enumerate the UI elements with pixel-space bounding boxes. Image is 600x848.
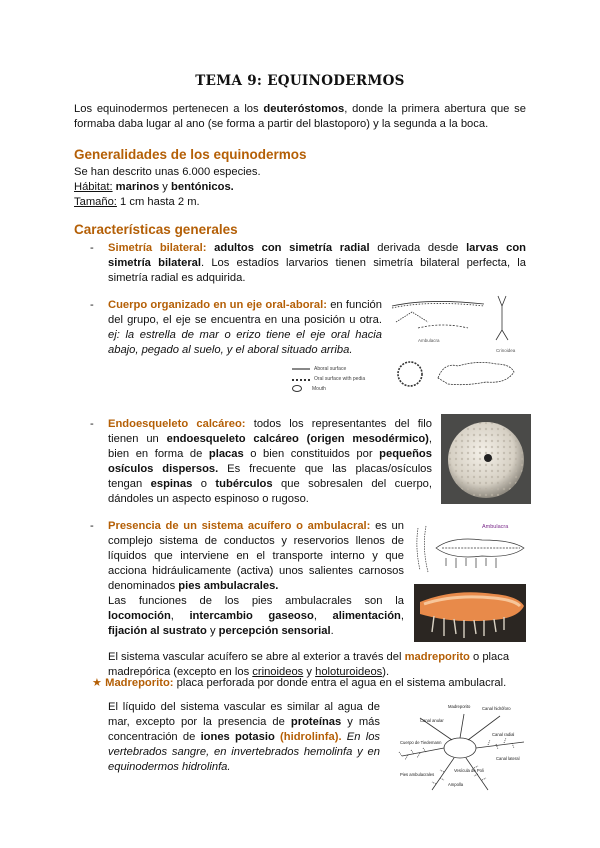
section-heading-generalidades: Generalidades de los equinodermos: [74, 147, 307, 162]
bullet-dash: -: [90, 520, 94, 532]
diagram-label: Canal hidróforo: [482, 706, 511, 711]
bullet-dash: -: [90, 299, 94, 311]
figure-label: Crinoidea: [496, 348, 516, 353]
tamano-line: Tamaño: 1 cm hasta 2 m.: [74, 196, 200, 208]
bullet-dash: -: [90, 418, 94, 430]
legend-item: Oral surface with pedia: [292, 374, 365, 384]
legend-item: Aboral surface: [292, 364, 365, 374]
diagram-label: Canal radial: [492, 732, 515, 737]
section-heading-caracteristicas: Características generales: [74, 222, 238, 237]
tube-feet-image: [414, 584, 526, 642]
figure-label: Ambulacra: [418, 338, 440, 343]
madreporito-star-item: ★ Madreporito: placa perforada por donde entra el agua en el sistema ambulacral.: [92, 677, 507, 689]
diagram-label: Pies ambulacrales: [400, 772, 435, 777]
diagram-label: Ampolla: [448, 782, 464, 787]
body-axis-figure: [388, 292, 528, 400]
figure-legend: [292, 364, 365, 394]
ambulacra-label: Ambulacra: [482, 524, 509, 530]
diagram-label: Cuerpo de Tiedemann: [400, 740, 442, 745]
diagram-label: Madreporito: [448, 704, 471, 709]
diagram-label: Canal lateral: [496, 756, 520, 761]
diagram-label: Vesícula de Poli: [454, 768, 484, 773]
intro-paragraph: Los equinodermos pertenecen a los deuteróstomos, donde la primera abertura que se formaba daba lugar al ano (se forma a partir del blastoporo) y la segunda a la boca.: [74, 103, 526, 130]
cuerpo-item: Cuerpo organizado en un eje oral-aboral: en función del grupo, el eje se encuentra en una posición u otra. ej: la estrella de mar o erizo tiene el eje oral hacia abajo, pegado al suelo, y el aboral situado arriba.: [108, 299, 382, 356]
diagram-label: Canal anular: [420, 718, 444, 723]
star-icon: ★: [92, 677, 103, 689]
endoesqueleto-item: Endoesqueleto calcáreo: todos los representantes del filo tienen un endoesqueleto calcáreo (origen mesodérmico), bien en forma de placas o bien constituidos por pequeños osículos dispersos. Es frecuente que las placas/osículos tengan espinas o tubérculos que sobresalen del cuerpo, dándoles un aspecto espinoso o rugoso.: [108, 418, 432, 505]
sea-urchin-image: [441, 414, 531, 504]
liquido-paragraph: El líquido del sistema vascular es similar al agua de mar, excepto por la presencia de proteínas y más concentración de iones potasio (hidrolinfa). En los vertebrados sangre, en invertebrados hemolinfa y en equinodermos hidrolinfa.: [108, 701, 381, 773]
vascular-paragraph: El sistema vascular acuífero se abre al exterior a través del madreporito o placa madrepórica (excepto en los crinoideos y holoturoideos).: [108, 651, 510, 678]
bullet-dash: -: [90, 242, 94, 254]
ambulacra-figure: [412, 518, 530, 580]
water-vascular-diagram: [392, 698, 532, 798]
page-title: TEMA 9: EQUINODERMOS: [195, 73, 405, 89]
simetria-item: Simetría bilateral: adultos con simetría radial derivada desde larvas con simetría bilateral. Los estadíos larvarios tienen simetría bilateral perfecta, la simetría radial es adquirida.: [108, 242, 527, 284]
legend-item: Mouth: [292, 384, 365, 394]
species-line: Se han descrito unas 6.000 especies.: [74, 166, 261, 178]
pies-funciones-paragraph: Las funciones de los pies ambulacrales son la locomoción, intercambio gaseoso, alimentación, fijación al sustrato y percepción sensorial.: [108, 595, 404, 637]
habitat-line: Hábitat: marinos y bentónicos.: [74, 181, 234, 193]
sistema-acuifero-item: Presencia de un sistema acuífero o ambulacral: es un complejo sistema de conductos y reservorios llenos de líquidos que interviene en el transporte interno y que acciona hidráulicamente (activa) unos salientes carnosos denominados pies ambulacrales.: [108, 520, 404, 592]
